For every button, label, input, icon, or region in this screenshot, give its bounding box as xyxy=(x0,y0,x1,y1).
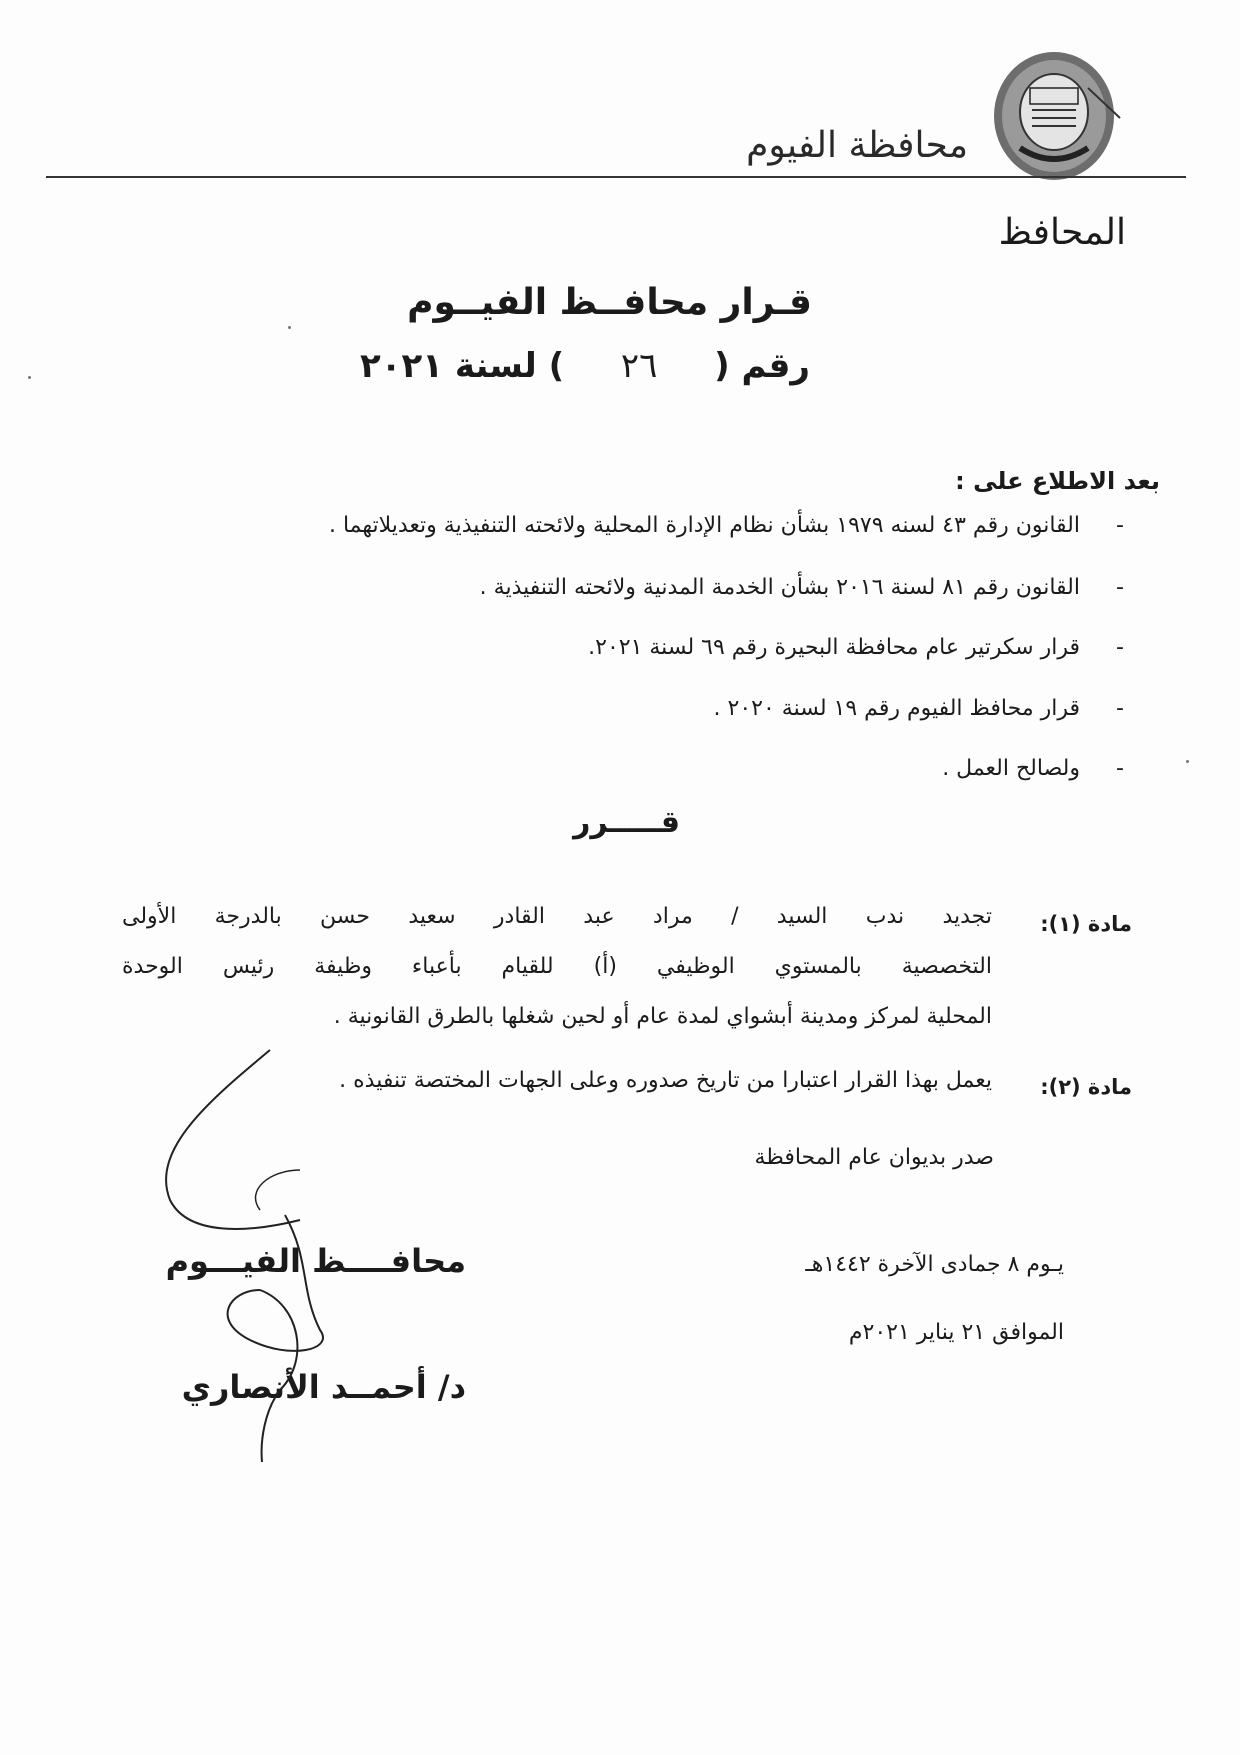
hijri-date: يـوم ٨ جمادى الآخرة ١٤٤٢هـ xyxy=(805,1252,1064,1277)
scan-speck xyxy=(288,326,291,329)
governorate-header: محافظة الفيوم xyxy=(746,125,968,166)
gregorian-date: الموافق ٢١ يناير ٢٠٢١م xyxy=(848,1320,1064,1345)
citation-dash: - xyxy=(1116,575,1124,600)
resolved-heading: قـــــرر xyxy=(573,805,680,840)
decision-number-prefix: رقم ( xyxy=(714,346,810,386)
citation-item xyxy=(328,513,1124,538)
article-line: المحلية لمركز ومدينة أبشواي لمدة عام أو لحين شغلها بالطرق القانونية . xyxy=(333,1004,992,1029)
article-line: تجديد ندب السيد / مراد عبد القادر سعيد حسن بالدرجة الأولى xyxy=(122,904,992,929)
article-label: مادة (٢): xyxy=(1040,1075,1132,1099)
decision-number-suffix: ) لسنة ٢٠٢١ xyxy=(360,346,565,386)
role-heading: المحافظ xyxy=(998,212,1126,253)
citation-text: ولصالح العمل . xyxy=(942,756,1080,781)
citation-item xyxy=(713,696,1124,721)
citation-dash: - xyxy=(1116,756,1124,781)
citation-dash: - xyxy=(1116,513,1124,538)
header-divider xyxy=(46,176,1186,178)
scan-speck xyxy=(28,376,31,379)
scan-speck xyxy=(1186,760,1189,763)
article-line: يعمل بهذا القرار اعتبارا من تاريخ صدوره وعلى الجهات المختصة تنفيذه . xyxy=(339,1068,992,1093)
citation-text: قرار سكرتير عام محافظة البحيرة رقم ٦٩ لسنة ٢٠٢١. xyxy=(588,635,1080,660)
citation-item xyxy=(942,756,1124,781)
article-label: مادة (١): xyxy=(1040,912,1132,936)
decision-number-value: ٢٦ xyxy=(620,346,658,386)
citation-text: القانون رقم ٨١ لسنة ٢٠١٦ بشأن الخدمة المدنية ولائحته التنفيذية . xyxy=(479,575,1080,600)
citation-item xyxy=(479,575,1124,600)
decision-title: قـرار محافــظ الفيــوم xyxy=(407,282,812,323)
citation-dash: - xyxy=(1116,635,1124,660)
citation-text: القانون رقم ٤٣ لسنه ١٩٧٩ بشأن نظام الإدارة المحلية ولائحته التنفيذية وتعديلاتهما . xyxy=(328,513,1080,538)
preamble-intro: بعد الاطلاع على : xyxy=(955,467,1160,495)
decision-number xyxy=(360,346,810,386)
signatory-name: د/ أحمــد الأنصاري xyxy=(181,1368,466,1406)
governorate-seal-icon xyxy=(990,48,1122,184)
citation-dash: - xyxy=(1116,696,1124,721)
citation-text: قرار محافظ الفيوم رقم ١٩ لسنة ٢٠٢٠ . xyxy=(713,696,1080,721)
citation-item xyxy=(588,635,1124,660)
article-line: التخصصية بالمستوي الوظيفي (أ) للقيام بأعباء وظيفة رئيس الوحدة xyxy=(122,954,992,979)
handwritten-signature xyxy=(150,1030,490,1470)
issued-at: صدر بديوان عام المحافظة xyxy=(754,1145,994,1170)
signatory-title: محافــــظ الفيـــوم xyxy=(165,1242,466,1280)
